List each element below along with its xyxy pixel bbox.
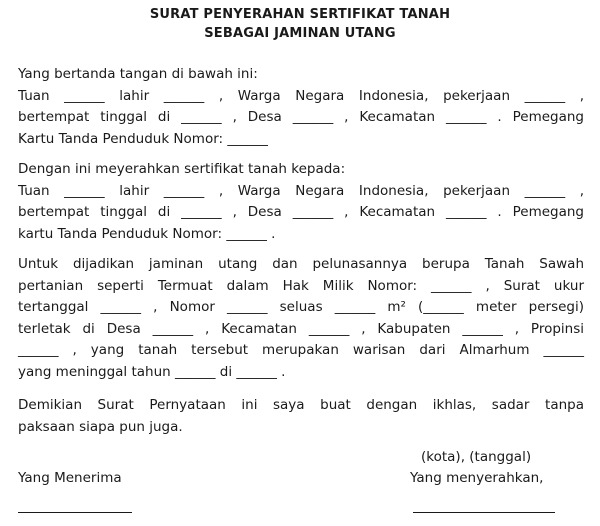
paragraph-line: Kartu Tanda Penduduk Nomor: ______ (18, 130, 268, 147)
giver-label: Yang menyerahkan, (410, 470, 544, 486)
paragraph-line: tertanggal ______ , Nomor ______ seluas ______ m² (______ meter persegi) (18, 299, 584, 315)
paragraph-line: Dengan ini meyerahkan sertifikat tanah kepada: (18, 161, 346, 177)
document-title-line-1: SURAT PENYERAHAN SERTIFIKAT TANAH (149, 7, 451, 22)
paragraph-land-details (18, 254, 584, 383)
paragraph-signer-identity (18, 64, 584, 150)
paragraph-recipient-identity (18, 159, 584, 245)
paragraph-line: bertempat tinggal di ______ , Desa ______ , Kecamatan ______ . Pemegang (18, 204, 584, 220)
receiver-signature-line (18, 512, 132, 513)
paragraph-line: terletak di Desa ______ , Kecamatan ______ , Kabupaten ______ , Propinsi (18, 320, 584, 337)
paragraph-line: ______ , yang tanah tersebut merupakan warisan dari Almarhum ______ (18, 342, 584, 358)
receiver-label: Yang Menerima (18, 470, 122, 486)
paragraph-line: pertanian seperti Termuat dalam Hak Milik Nomor: ______ , Surat ukur (18, 277, 584, 294)
paragraph-line: Tuan ______ lahir ______ , Warga Negara Indonesia, pekerjaan ______ , (18, 182, 584, 199)
paragraph-line: paksaan siapa pun juga. (18, 418, 183, 435)
paragraph-line: kartu Tanda Penduduk Nomor: ______ . (18, 225, 276, 242)
document-title-line-2: SEBAGAI JAMINAN UTANG (204, 26, 396, 41)
paragraph-line: yang meninggal tahun ______ di ______ . (18, 363, 286, 380)
giver-signature-line (413, 512, 555, 513)
paragraph-line: Demikian Surat Pernyataan ini saya buat dengan ikhlas, sadar tanpa (18, 397, 584, 413)
paragraph-line: Yang bertanda tangan di bawah ini: (18, 66, 258, 82)
paragraph-line: Untuk dijadikan jaminan utang dan pelunasannya berupa Tanah Sawah (18, 256, 584, 272)
paragraph-line: Tuan ______ lahir ______ , Warga Negara Indonesia, pekerjaan ______ , (18, 87, 584, 104)
paragraph-closing-statement (18, 395, 584, 438)
paragraph-line: bertempat tinggal di ______ , Desa ______ , Kecamatan ______ . Pemegang (18, 109, 584, 125)
place-date-line: (kota), (tanggal) (421, 449, 532, 465)
